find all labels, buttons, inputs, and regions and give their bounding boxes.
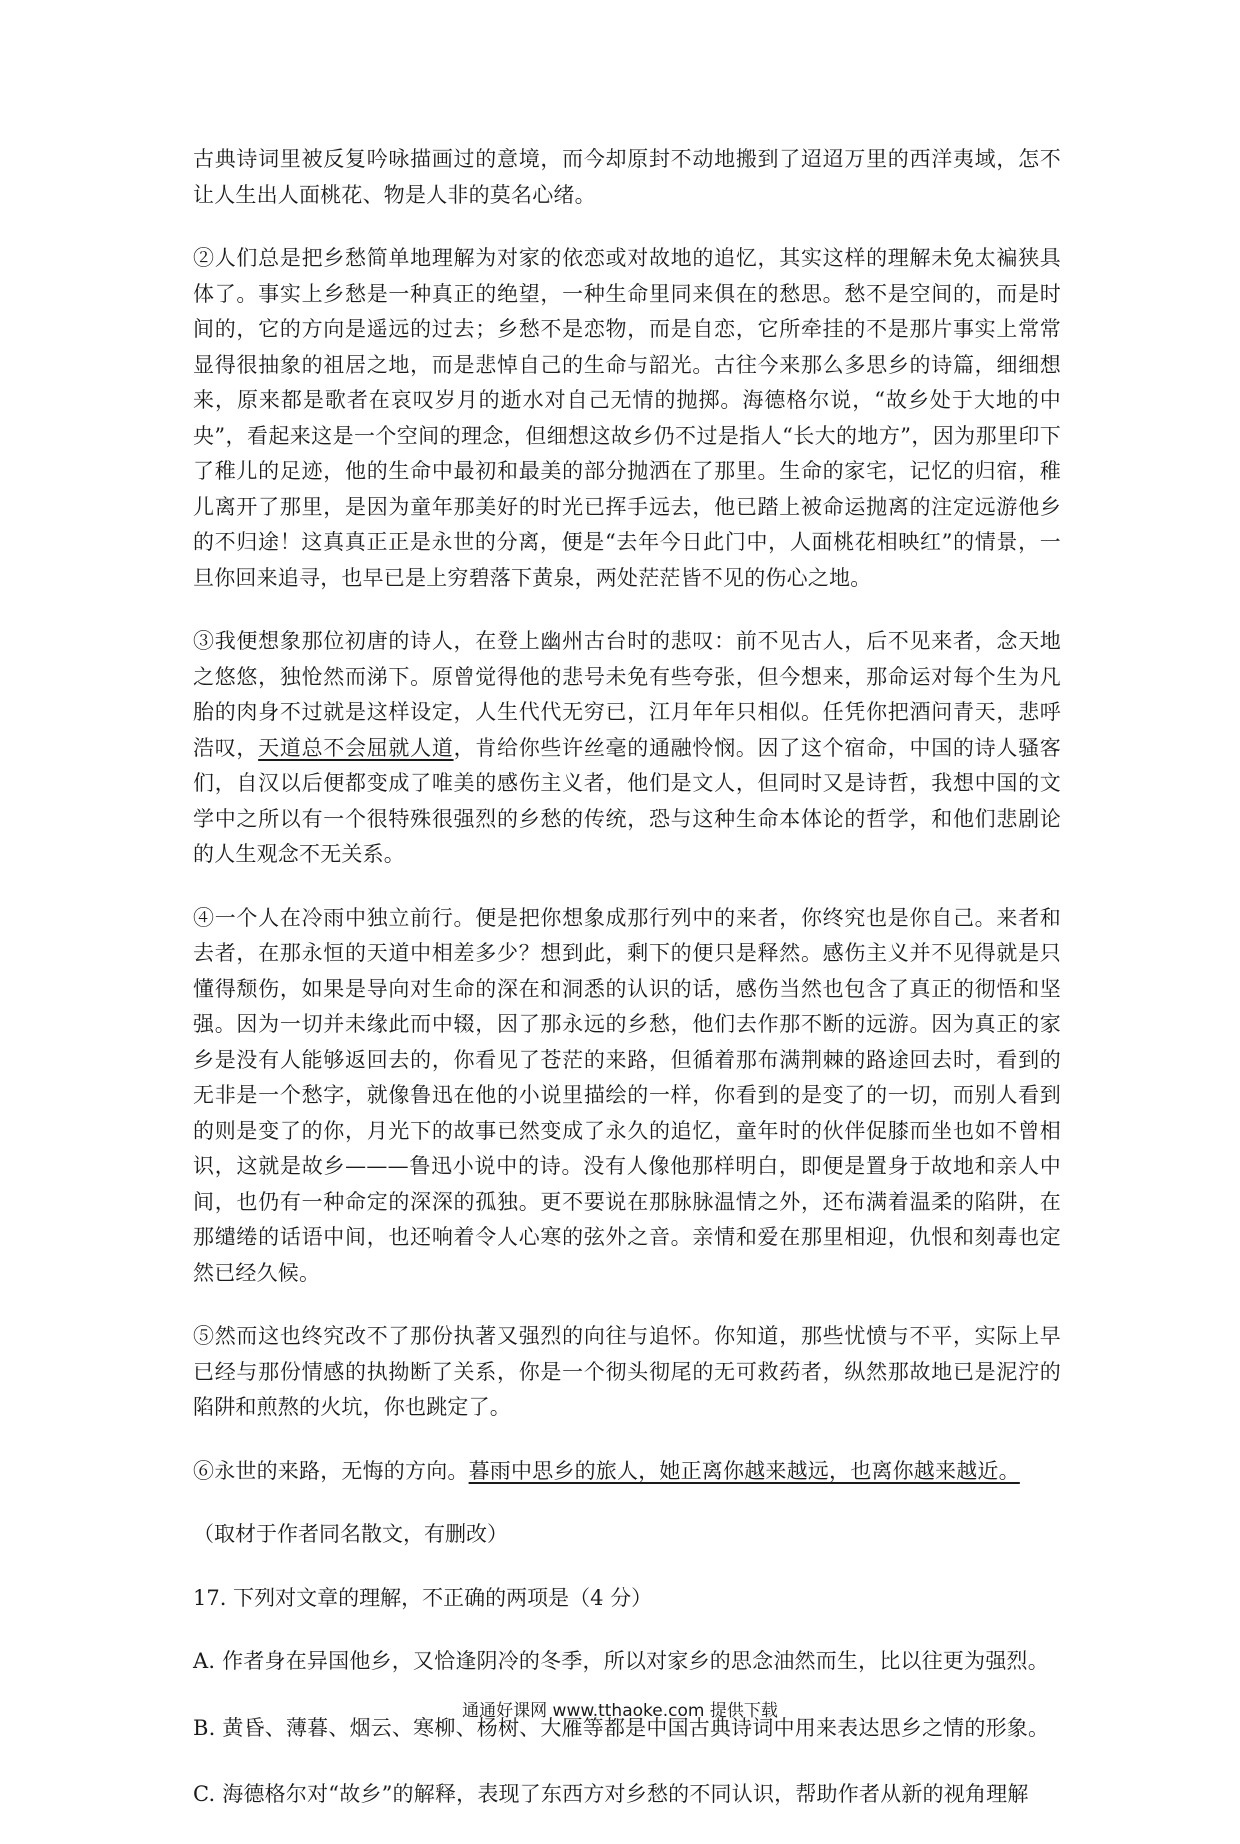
- option-a: A. 作者身在异国他乡，又恰逢阴冷的冬季，所以对家乡的思念油然而生，比以往更为强烈。: [193, 1649, 1049, 1673]
- document-body: [193, 142, 1061, 1844]
- question-17-stem: 17. 下列对文章的理解，不正确的两项是（4 分）: [193, 1585, 653, 1610]
- paragraph-3-text-b: ，肯给你些许丝毫的通融怜悯。因了这个宿命，中国的诗人骚客们，自汉以后便都变成了唯美的感伤主义者，他们是文人，但同时又是诗哲，我想中国的文学中之所以有一个很特殊很强烈的乡愁的传统，恐与这种生命本体论的哲学，和他们悲剧论的人生观念不无关系。: [193, 735, 1061, 866]
- underlined-phrase-heaven-way: 天道总不会屈就人道: [258, 735, 454, 760]
- passage-paragraph-4: ④一个人在冷雨中独立前行。便是把你想象成那行列中的来者，你终究也是你自己。来者和去者，在那永恒的天道中相差多少？想到此，剩下的便只是释然。感伤主义并不见得就是只懂得颓伤，如果是导向对生命的深在和洞悉的认识的话，感伤当然也包含了真正的彻悟和坚强。因为一切并未缘此而中辍，因了那永远的乡愁，他们去作那不断的远游。因为真正的家乡是没有人能够返回去的，你看见了苍茫的来路，但循着那布满荆棘的路途回去时，看到的无非是一个愁字，就像鲁迅在他的小说里描绘的一样，你看到的是变了的一切，而别人看到的则是变了的你，月光下的故事已然变成了永久的追忆，童年时的伙伴促膝而坐也如不曾相识，这就是故乡———鲁迅小说中的诗。没有人像他那样明白，即便是置身于故地和亲人中间，也仍有一种命定的深深的孤独。更不要说在那脉脉温情之外，还布满着温柔的陷阱，在那缱绻的话语中间，也还响着令人心寒的弦外之音。亲情和爱在那里相迎，仇恨和刻毒也定然已经久候。: [193, 905, 1061, 1285]
- option-b: B. 黄昏、薄暮、烟云、寒柳、杨树、大雁等都是中国古典诗词中用来表达思乡之情的形象。: [193, 1715, 1050, 1740]
- paragraph-6-text-a: ⑥永世的来路，无悔的方向。: [193, 1458, 469, 1483]
- passage-paragraph-2: ②人们总是把乡愁简单地理解为对家的依恋或对故地的追忆，其实这样的理解未免太褊狭具体了。事实上乡愁是一种真正的绝望，一种生命里同来俱在的愁思。愁不是空间的，而是时间的，它的方向是遥远的过去；乡愁不是恋物，而是自恋，它所牵挂的不是那片事实上常常显得很抽象的祖居之地，而是悲悼自己的生命与韶光。古往今来那么多思乡的诗篇，细细想来，原来都是歌者在哀叹岁月的逝水对自己无情的抛掷。海德格尔说，“故乡处于大地的中央”，看起来这是一个空间的理念，但细想这故乡仍不过是指人“长大的地方”，因为那里印下了稚儿的足迹，他的生命中最初和最美的部分抛洒在了那里。生命的家宅，记忆的归宿，稚儿离开了那里，是因为童年那美好的时光已挥手远去，他已踏上被命运抛离的注定远游他乡的不归途！这真真正正是永世的分离，便是“去年今日此门中，人面桃花相映红”的情景，一旦你回来追寻，也早已是上穷碧落下黄泉，两处茫茫皆不见的伤心之地。: [193, 246, 1061, 590]
- paragraph-3-text-a: ③我便想象那位初唐的诗人，在登上幽州古台时的悲叹：前不见古人，后不见来者，念天地之悠悠，独怆然而涕下。原曾觉得他的悲号未免有些夸张，但今想来，那命运对每个生为凡胎的肉身不过就是这样设定，人生代代无穷已，江月年年只相似。任凭你把酒问青天，悲呼浩叹，: [193, 629, 1061, 760]
- underlined-sentence-traveler: 暮雨中思乡的旅人，她正离你越来越远，也离你越来越近。: [468, 1458, 1020, 1483]
- passage-paragraph-1: 古典诗词里被反复吟咏描画过的意境，而今却原封不动地搬到了迢迢万里的西洋夷域，怎不让人生出人面桃花、物是人非的莫名心绪。: [193, 147, 1061, 207]
- passage-paragraph-3: [193, 624, 1061, 873]
- source-note: （取材于作者同名散文，有删改）: [193, 1522, 508, 1546]
- option-c: C. 海德格尔对“故乡”的解释，表现了东西方对乡愁的不同认识，帮助作者从新的视角理解: [193, 1782, 1029, 1806]
- passage-paragraph-5: ⑤然而这也终究改不了那份执著又强烈的向往与追怀。你知道，那些忧愤与不平，实际上早已经与那份情感的执拗断了关系，你是一个彻头彻尾的无可救药者，纵然那故地已是泥泞的陷阱和煎熬的火坑，你也跳定了。: [193, 1324, 1061, 1419]
- passage-paragraph-6: [193, 1454, 1061, 1490]
- footer-watermark: 通通好课网 www.tthaoke.com 提供下载: [462, 1701, 778, 1721]
